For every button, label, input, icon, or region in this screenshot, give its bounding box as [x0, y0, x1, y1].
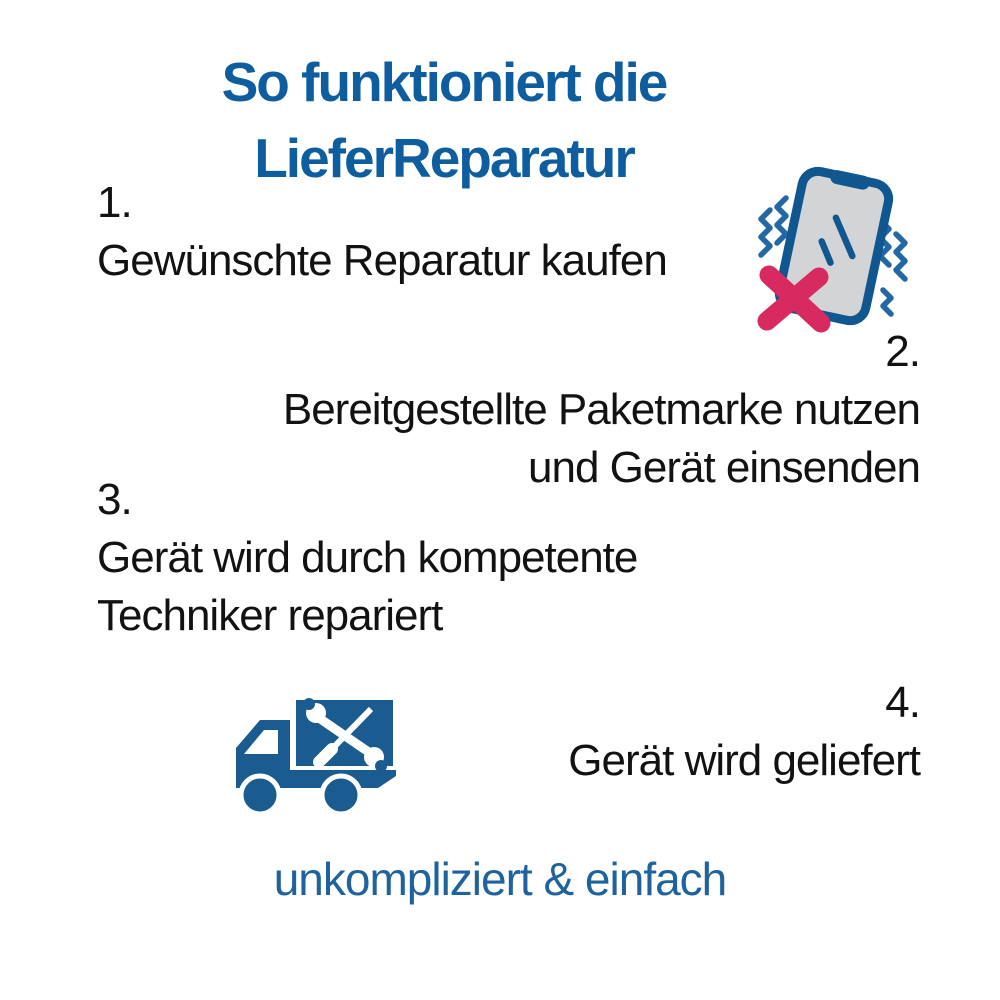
step-2-text-line-1: Bereitgestellte Paketmarke nutzen: [282, 385, 920, 434]
step-3-text-line-1: Gerät wird durch kompetente: [97, 533, 638, 582]
page-title-line-1: So funktioniert die: [221, 51, 667, 113]
step-4-number: 4.: [885, 678, 920, 727]
vibration-line-icon: [777, 198, 786, 243]
truck-wheel: [322, 776, 360, 814]
step-2-text-line-2: und Gerät einsenden: [528, 443, 920, 492]
vibration-line-icon: [883, 290, 891, 314]
step-3-text-line-2: Techniker repariert: [97, 591, 443, 640]
repair-delivery-truck-icon: [228, 696, 400, 820]
step-2-number: 2.: [885, 327, 920, 376]
vibrating-broken-phone-icon: [742, 158, 917, 343]
vibration-line-icon: [896, 234, 905, 279]
step-4: [568, 674, 920, 790]
step-3: [97, 471, 637, 645]
page-title-line-2: LieferReparatur: [254, 127, 634, 189]
step-1: [97, 174, 667, 290]
tagline: unkompliziert & einfach: [273, 853, 727, 905]
step-3-number: 3.: [97, 475, 132, 524]
step-1-text: Gewünschte Reparatur kaufen: [97, 236, 667, 285]
step-1-number: 1.: [97, 178, 132, 227]
truck-wheel: [241, 776, 279, 814]
vibration-line-icon: [761, 210, 770, 255]
step-4-text: Gerät wird geliefert: [568, 736, 920, 785]
